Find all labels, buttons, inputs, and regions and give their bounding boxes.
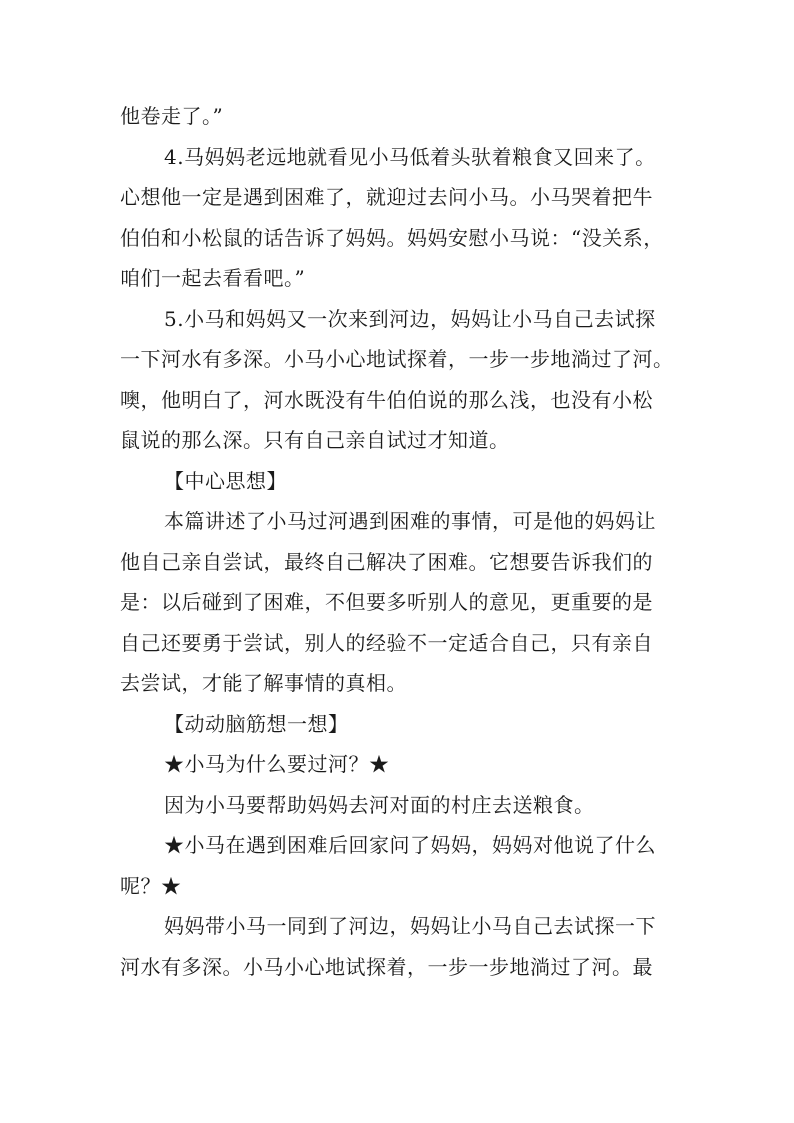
section-heading: 【动动脑筋想一想】 bbox=[164, 711, 349, 736]
answer-line: 因为小马要帮助妈妈去河对面的村庄去送粮食。 bbox=[164, 792, 595, 817]
text-line: 鼠说的那么深。只有自己亲自试过才知道。 bbox=[120, 428, 510, 452]
section-heading: 【中心思想】 bbox=[164, 468, 287, 493]
text-line: 5.小马和妈妈又一次来到河边，妈妈让小马自己去试探 bbox=[164, 306, 656, 331]
text-line: 心想他一定是遇到困难了，就迎过去问小马。小马哭着把牛 bbox=[120, 185, 653, 209]
question-line: ★小马在遇到困难后回家问了妈妈，妈妈对他说了什么 bbox=[164, 833, 656, 857]
text-line: 他卷走了。” bbox=[120, 104, 224, 128]
text-line: 4.马妈妈老远地就看见小马低着头驮着粮食又回来了。 bbox=[164, 144, 656, 169]
text-line: 是：以后碰到了困难，不但要多听别人的意见，更重要的是 bbox=[120, 590, 653, 614]
question-line: ★小马为什么要过河？★ bbox=[164, 752, 390, 776]
answer-line: 河水有多深。小马小心地试探着，一步一步地淌过了河。最 bbox=[120, 954, 653, 979]
text-line: 他自己亲自尝试，最终自己解决了困难。它想要告诉我们的 bbox=[120, 549, 653, 574]
answer-line: 妈妈带小马一同到了河边，妈妈让小马自己去试探一下 bbox=[164, 914, 656, 938]
text-line: 伯伯和小松鼠的话告诉了妈妈。妈妈安慰小马说：“没关系， bbox=[120, 225, 664, 250]
text-line: 本篇讲述了小马过河遇到困难的事情，可是他的妈妈让 bbox=[164, 509, 656, 533]
text-line: 噢，他明白了，河水既没有牛伯伯说的那么浅，也没有小松 bbox=[120, 387, 653, 412]
body-text bbox=[120, 96, 680, 987]
text-line: 一下河水有多深。小马小心地试探着，一步一步地淌过了河。 bbox=[120, 347, 674, 371]
text-line: 自己还要勇于尝试，别人的经验不一定适合自己，只有亲自 bbox=[120, 630, 653, 655]
question-line: 呢？★ bbox=[120, 873, 182, 898]
text-line: 去尝试，才能了解事情的真相。 bbox=[120, 671, 407, 695]
text-line: 咱们一起去看看吧。” bbox=[120, 266, 306, 290]
